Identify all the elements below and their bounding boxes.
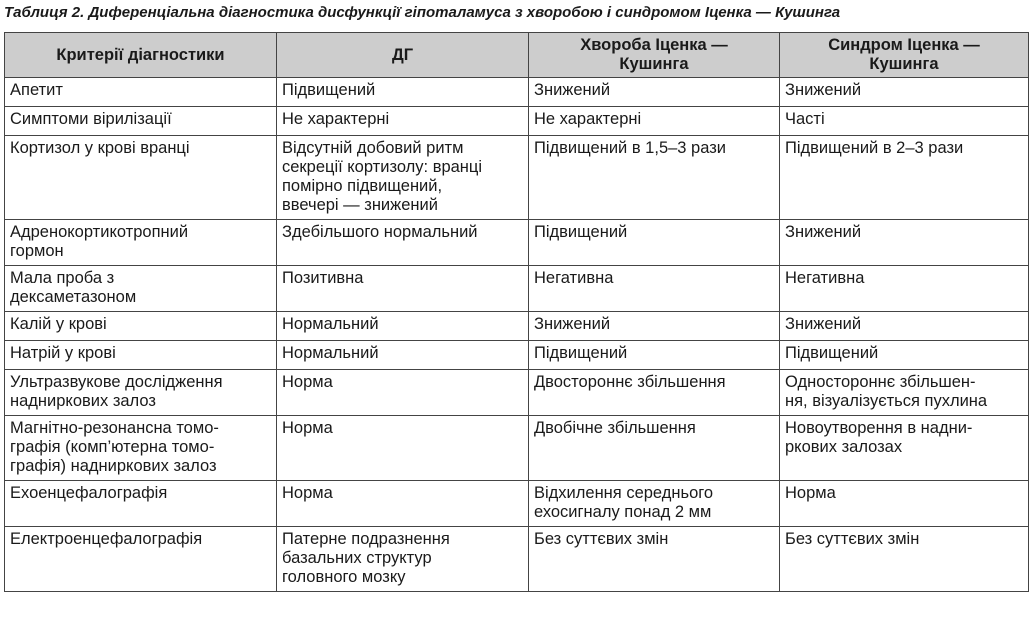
cushing-disease-cell: Двобічне збільшення (529, 416, 780, 481)
cushing-syndrome-cell: Підвищений (780, 341, 1029, 370)
criteria-cell: Магнітно-резонансна томо- графія (комп’ютерна томо- графія) надниркових залоз (5, 416, 277, 481)
table-row (5, 107, 1029, 136)
table-row (5, 481, 1029, 527)
criteria-cell: Адренокортикотропний гормон (5, 220, 277, 266)
cushing-disease-cell: Не характерні (529, 107, 780, 136)
criteria-cell: Апетит (5, 78, 277, 107)
cushing-syndrome-cell: Без суттєвих змін (780, 527, 1029, 592)
criteria-cell: Мала проба з дексаметазоном (5, 266, 277, 312)
dg-cell: Норма (277, 416, 529, 481)
criteria-cell: Ультразвукове дослідження надниркових залоз (5, 370, 277, 416)
table-caption: Таблиця 2. Диференціальна діагностика дисфункції гіпоталамуса з хворобою і синдромом Іценка — Кушинга (4, 4, 841, 21)
table-header (5, 33, 1029, 78)
criteria-cell: Натрій у крові (5, 341, 277, 370)
cushing-disease-cell: Підвищений в 1,5–3 рази (529, 136, 780, 220)
criteria-cell: Електроенцефалографія (5, 527, 277, 592)
cushing-syndrome-cell: Негативна (780, 266, 1029, 312)
header-cushing-syndrome: Синдром Іценка — Кушинга (780, 33, 1029, 78)
cushing-syndrome-cell: Часті (780, 107, 1029, 136)
criteria-cell: Ехоенцефалографія (5, 481, 277, 527)
cushing-disease-cell: Двостороннє збільшення (529, 370, 780, 416)
table-row (5, 370, 1029, 416)
table-row (5, 312, 1029, 341)
cushing-syndrome-cell: Одностороннє збільшен- ня, візуалізується пухлина (780, 370, 1029, 416)
table-row (5, 527, 1029, 592)
cushing-disease-cell: Відхилення середнього ехосигналу понад 2 мм (529, 481, 780, 527)
dg-cell: Норма (277, 481, 529, 527)
criteria-cell: Кортизол у крові вранці (5, 136, 277, 220)
dg-cell: Підвищений (277, 78, 529, 107)
dg-cell: Здебільшого нормальний (277, 220, 529, 266)
cushing-syndrome-cell: Знижений (780, 220, 1029, 266)
dg-cell: Позитивна (277, 266, 529, 312)
header-row (5, 33, 1029, 78)
criteria-cell: Калій у крові (5, 312, 277, 341)
table-row (5, 266, 1029, 312)
dg-cell: Відсутній добовий ритм секреції кортизолу: вранці помірно підвищений, ввечері — знижений (277, 136, 529, 220)
table-row (5, 78, 1029, 107)
cushing-disease-cell: Негативна (529, 266, 780, 312)
dg-cell: Нормальний (277, 341, 529, 370)
header-cushing-disease: Хвороба Іценка — Кушинга (529, 33, 780, 78)
cushing-disease-cell: Знижений (529, 312, 780, 341)
cushing-disease-cell: Підвищений (529, 220, 780, 266)
table-body (5, 78, 1029, 592)
cushing-syndrome-cell: Норма (780, 481, 1029, 527)
criteria-cell: Симптоми вірилізації (5, 107, 277, 136)
dg-cell: Патерне подразнення базальних структур головного мозку (277, 527, 529, 592)
table-row (5, 341, 1029, 370)
dg-cell: Норма (277, 370, 529, 416)
cushing-disease-cell: Підвищений (529, 341, 780, 370)
cushing-disease-cell: Знижений (529, 78, 780, 107)
cushing-syndrome-cell: Новоутворення в надни- ркових залозах (780, 416, 1029, 481)
cushing-syndrome-cell: Підвищений в 2–3 рази (780, 136, 1029, 220)
dg-cell: Нормальний (277, 312, 529, 341)
cushing-syndrome-cell: Знижений (780, 78, 1029, 107)
header-criteria: Критерії діагностики (5, 33, 277, 78)
table-row (5, 220, 1029, 266)
table-row (5, 416, 1029, 481)
diagnostics-table (4, 32, 1029, 592)
dg-cell: Не характерні (277, 107, 529, 136)
cushing-disease-cell: Без суттєвих змін (529, 527, 780, 592)
header-dg: ДГ (277, 33, 529, 78)
cushing-syndrome-cell: Знижений (780, 312, 1029, 341)
table-row (5, 136, 1029, 220)
